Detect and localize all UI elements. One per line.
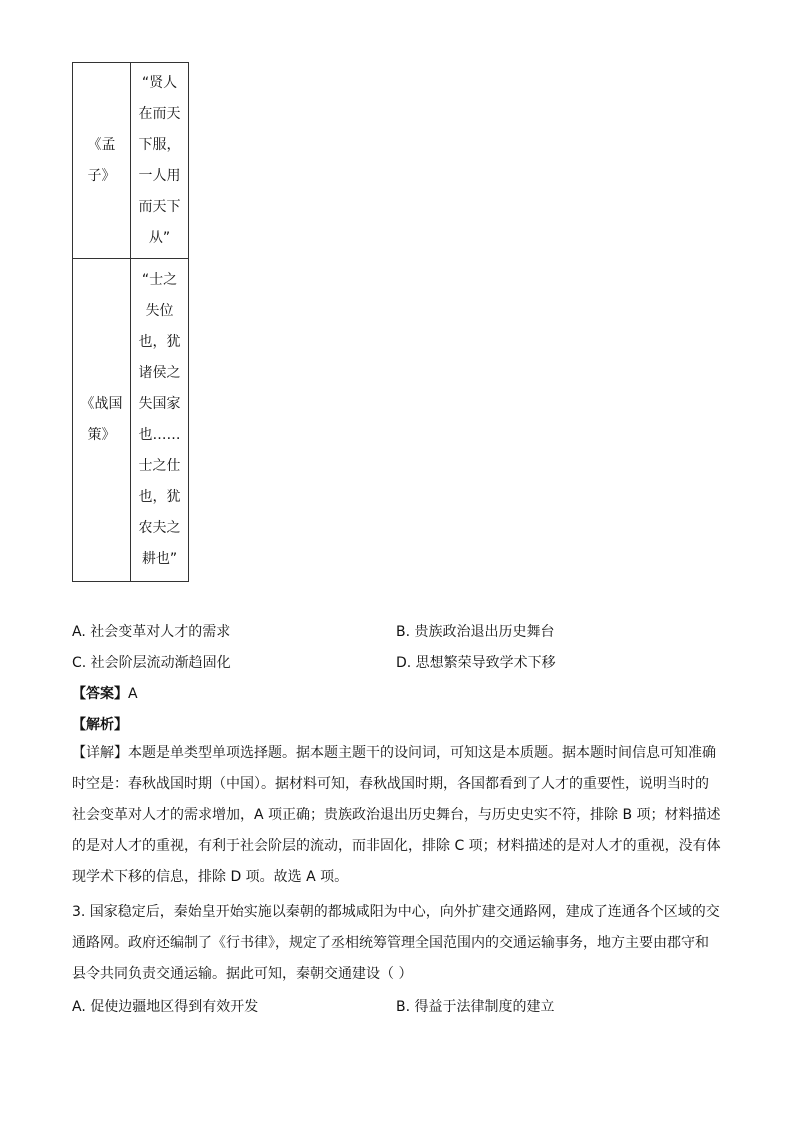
quote-line: 诸侯之 [138, 365, 181, 381]
answer-label: 【答案】 [72, 686, 128, 702]
quote-line: 农夫之 [138, 520, 181, 536]
detail-line: 的是对人才的重视，有利于社会阶层的流动，而非固化，排除 C 项；材料描述的是对人才的重视，没有体 [72, 838, 721, 854]
option-c[interactable]: C. 社会阶层流动渐趋固化 [72, 655, 231, 671]
quote-cell [131, 259, 189, 582]
quote-line: 下服， [138, 136, 181, 153]
quote-line: 也，犹 [138, 334, 181, 350]
quote-cell [131, 63, 189, 259]
detail-line: 【详解】本题是单类型单项选择题。据本题主题干的设问词，可知这是本质题。据本题时间信息可知准确 [72, 745, 716, 761]
option-a[interactable]: A. 社会变革对人才的需求 [72, 624, 231, 640]
work-title-cell [73, 63, 131, 259]
answer-value: A [128, 686, 138, 702]
work-title-line: 《战国 [80, 396, 123, 412]
quote-line: 失国家 [138, 396, 181, 412]
work-title-line: 《孟 [87, 136, 116, 153]
question-line: 通路网。政府还编制了《行书律》，规定了丞相统筹管理全国范围内的交通运输事务，地方主要由郡守和 [72, 935, 709, 951]
detail-paragraph [72, 738, 722, 893]
table-row [73, 259, 189, 582]
option-b[interactable]: B. 贵族政治退出历史舞台 [396, 624, 555, 640]
table-row [73, 63, 189, 259]
work-title-line: 策》 [87, 427, 116, 443]
source-table [72, 62, 189, 582]
quote-line: 在而天 [138, 105, 181, 122]
quote-line: 失位 [145, 303, 174, 319]
q3-option-b[interactable]: B. 得益于法律制度的建立 [396, 999, 555, 1015]
quote-line: 也，犹 [138, 489, 181, 505]
quote-line: 而天下 [138, 198, 181, 215]
answer-line [72, 683, 138, 703]
quote-line: 士之仕 [138, 458, 181, 474]
quote-line: “贤人 [141, 74, 178, 91]
quote-line: “士之 [141, 272, 178, 288]
analysis-label: 【解析】 [72, 717, 128, 733]
work-title-cell [73, 259, 131, 582]
detail-line: 社会变革对人才的需求增加，A 项正确；贵族政治退出历史舞台，与历史史实不符，排除 B 项；材料描述 [72, 807, 721, 823]
quote-line: 一人用 [138, 167, 181, 184]
question-3-stem [72, 897, 722, 990]
question-line: 县令共同负责交通运输。据此可知，秦朝交通建设（ ） [72, 966, 413, 982]
detail-line: 时空是：春秋战国时期（中国）。据材料可知，春秋战国时期，各国都看到了人才的重要性，说明当时的 [72, 776, 709, 792]
q3-option-a[interactable]: A. 促使边疆地区得到有效开发 [72, 999, 259, 1015]
detail-line: 现学术下移的信息，排除 D 项。故选 A 项。 [72, 869, 349, 885]
quote-line: 从” [148, 229, 171, 246]
question-line: 3. 国家稳定后，秦始皇开始实施以秦朝的都城咸阳为中心，向外扩建交通路网，建成了连通各个区域的交 [72, 904, 720, 920]
quote-line: 也…… [138, 427, 181, 443]
option-d[interactable]: D. 思想繁荣导致学术下移 [396, 655, 556, 671]
quote-line: 耕也” [141, 551, 178, 567]
work-title-line: 子》 [87, 167, 116, 184]
